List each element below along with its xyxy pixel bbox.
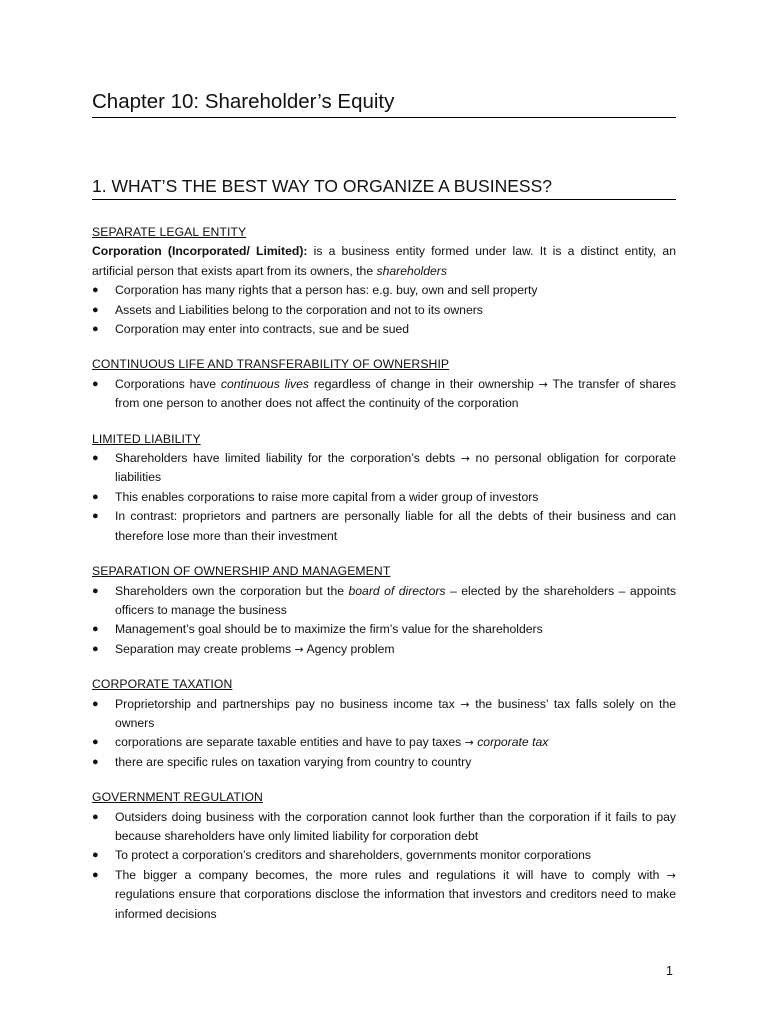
list-item: ● Corporation has many rights that a person has: e.g. buy, own and sell property <box>92 281 676 300</box>
list-item: ● Corporation may enter into contracts, sue and be sued <box>92 320 676 339</box>
bullet-icon: ● <box>92 810 99 823</box>
list-item: ● The bigger a company becomes, the more rules and regulations it will have to comply with → regulations ensure that corporations disclose the information that investors and creditors need to make informed decisions <box>92 867 676 921</box>
list-item: ● corporations are separate taxable entities and have to pay taxes → corporate tax <box>92 733 676 752</box>
bullet-icon: ● <box>92 642 99 655</box>
arrow-right-icon: → <box>294 642 304 656</box>
section-title: CONTINUOUS LIFE AND TRANSFERABILITY OF OWNERSHIP <box>92 357 450 372</box>
bullet-list <box>92 582 676 660</box>
list-item: ● Outsiders doing business with the corporation cannot look further than the corporation if it fails to pay because shareholders have only limited liability for corporation debt <box>92 809 676 843</box>
bullet-list <box>92 695 676 773</box>
list-item: ● Shareholders own the corporation but the board of directors – elected by the shareholders – appoints officers to manage the business <box>92 583 677 617</box>
list-item: ● Shareholders have limited liability for the corporation’s debts → no personal obligation for corporate liabilities <box>92 451 676 485</box>
bullet-icon: ● <box>92 377 99 390</box>
bullet-icon: ● <box>92 284 99 297</box>
section-title: GOVERNMENT REGULATION <box>92 790 263 805</box>
bullet-icon: ● <box>92 755 99 768</box>
arrow-right-icon: → <box>464 736 474 750</box>
arrow-right-icon: → <box>460 697 470 711</box>
list-item: ● In contrast: proprietors and partners are personally liable for all the debts of their business and can therefore lose more than their investment <box>92 509 676 543</box>
bullet-list <box>92 281 676 339</box>
bullet-icon: ● <box>92 697 99 710</box>
section-heading: 1. WHAT’S THE BEST WAY TO ORGANIZE A BUSINESS? <box>92 174 676 200</box>
page-content <box>92 223 676 940</box>
italic-term: shareholders <box>376 263 447 278</box>
bullet-icon: ● <box>92 868 99 881</box>
list-item: ● Management’s goal should be to maximize the firm’s value for the shareholders <box>92 620 676 639</box>
section-separate-legal-entity <box>92 223 676 339</box>
list-item: ● Assets and Liabilities belong to the corporation and not to its owners <box>92 301 676 320</box>
bullet-icon: ● <box>92 736 99 749</box>
section-title: CORPORATE TAXATION <box>92 677 233 692</box>
bullet-icon: ● <box>92 623 99 636</box>
section-continuous-life <box>92 355 676 413</box>
list-item: ● Proprietorship and partnerships pay no business income tax → the business’ tax falls solely on the owners <box>92 696 677 730</box>
section-title: LIMITED LIABILITY <box>92 431 201 446</box>
section-limited-liability <box>92 430 676 546</box>
list-item: ● This enables corporations to raise more capital from a wider group of investors <box>92 488 676 507</box>
bullet-list <box>92 449 676 546</box>
defined-term: Corporation (Incorporated/ Limited): <box>92 244 308 259</box>
bullet-list <box>92 808 676 924</box>
bullet-icon: ● <box>92 452 99 465</box>
section-separation-ownership <box>92 562 676 659</box>
bullet-list <box>92 375 676 414</box>
section-title: SEPARATE LEGAL ENTITY <box>92 225 247 239</box>
bullet-icon: ● <box>92 584 99 597</box>
section-government-regulation <box>92 788 676 924</box>
bullet-icon: ● <box>92 510 99 523</box>
page-number: 1 <box>666 964 673 978</box>
bullet-icon: ● <box>92 303 99 316</box>
bullet-icon: ● <box>92 490 99 503</box>
list-item: ● there are specific rules on taxation varying from country to country <box>92 753 676 772</box>
list-item: ● Corporations have continuous lives regardless of change in their ownership → The transfer of shares from one person to another does not affect the continuity of the corporation <box>92 376 676 411</box>
arrow-right-icon: → <box>666 868 676 882</box>
section-corporate-taxation <box>92 675 676 772</box>
bullet-icon: ● <box>92 849 99 862</box>
arrow-right-icon: → <box>460 452 470 466</box>
arrow-right-icon: → <box>538 377 548 391</box>
definition-paragraph: Corporation (Incorporated/ Limited): is a business entity formed under law. It is a distinct entity, an artificial person that exists apart from its owners, the shareholders <box>92 244 676 278</box>
section-title: SEPARATION OF OWNERSHIP AND MANAGEMENT <box>92 564 391 579</box>
list-item: ● Separation may create problems → Agency problem <box>92 640 676 659</box>
list-item: ● To protect a corporation’s creditors and shareholders, governments monitor corporations <box>92 846 676 865</box>
bullet-icon: ● <box>92 323 99 336</box>
chapter-title: Chapter 10: Shareholder’s Equity <box>92 88 676 118</box>
